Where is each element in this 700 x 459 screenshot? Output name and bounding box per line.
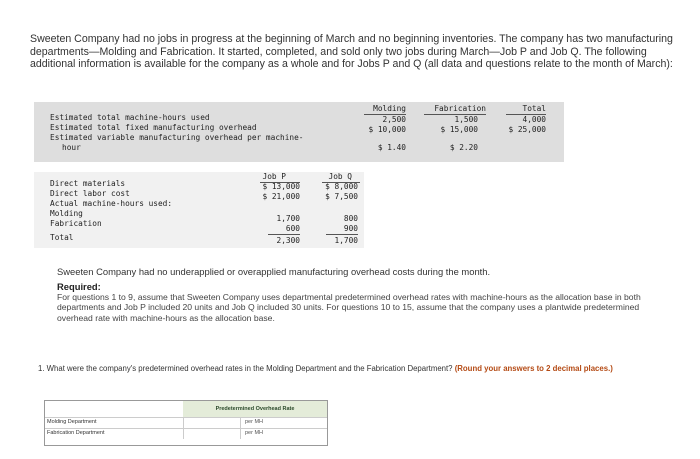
answer-unit: per MH (245, 430, 264, 436)
job-p-direct-labor: $ 21,000 (262, 192, 300, 201)
answer-row-label: Molding Department (47, 419, 97, 425)
header-job-p: Job P (262, 172, 286, 181)
fabrication-machine-hours: 1,500 (454, 115, 478, 124)
job-data-table (34, 172, 364, 248)
job-q-fabrication-hours: 900 (343, 224, 358, 233)
header-molding: Molding (373, 104, 406, 113)
label-machine-hours-used: Actual machine-hours used: (50, 199, 173, 208)
required-heading: Required: (57, 281, 101, 292)
row-label-variable-overhead: Estimated variable manufacturing overhead per machine- (50, 133, 304, 142)
total-machine-hours: 4,000 (522, 115, 546, 124)
job-p-direct-materials: $ 13,000 (262, 182, 300, 191)
molding-machine-hours: 2,500 (382, 115, 406, 124)
job-p-molding-hours: 1,700 (276, 214, 300, 223)
label-molding: Molding (50, 209, 83, 218)
job-q-molding-hours: 800 (343, 214, 358, 223)
fabrication-fixed-overhead: $ 15,000 (440, 125, 478, 134)
job-q-total-hours: 1,700 (334, 236, 358, 245)
molding-variable-rate: $ 1.40 (377, 143, 406, 152)
subtotal-rule (326, 234, 358, 235)
total-fixed-overhead: $ 25,000 (508, 125, 546, 134)
rounding-instruction: (Round your answers to 2 decimal places.) (454, 364, 613, 373)
job-q-direct-labor: $ 7,500 (325, 192, 358, 201)
molding-fixed-overhead: $ 10,000 (368, 125, 406, 134)
label-direct-materials: Direct materials (50, 179, 126, 188)
label-fabrication: Fabrication (50, 219, 102, 228)
header-job-q: Job Q (328, 172, 352, 181)
fabrication-variable-rate: $ 2.20 (449, 143, 478, 152)
answer-row-fabrication (45, 428, 327, 440)
question-1 (38, 364, 688, 374)
header-fabrication: Fabrication (434, 104, 486, 113)
job-q-direct-materials: $ 8,000 (325, 182, 358, 191)
answer-table (44, 400, 328, 446)
problem-intro: Sweeten Company had no jobs in progress at the beginning of March and no beginning inventories. The company has two manufacturing departments—Molding and Fabrication. It started, completed, and sold only two jobs during March—Job P and Job Q. The following additional information is available for the company as a whole and for Jobs P and Q (all data and questions relate to the month of March): (30, 33, 673, 71)
molding-rate-input[interactable] (183, 418, 241, 428)
required-instructions: For questions 1 to 9, assume that Sweeten Company uses departmental predetermined overhead rates with machine-hours as the allocation base in both departments and Job P included 20 units and Job Q included 30 units. For questions 10 to 15, assume that the company uses a plantwide predetermined overhead rate with machine-hours as the allocation base. (57, 292, 641, 323)
question-1-text: 1. What were the company's predetermined overhead rates in the Molding Department and the Fabrication Department? (38, 364, 453, 373)
row-label-variable-overhead-cont: hour (62, 143, 81, 152)
job-p-total-hours: 2,300 (276, 236, 300, 245)
fabrication-rate-input[interactable] (183, 429, 241, 439)
row-label-machine-hours: Estimated total machine-hours used (50, 113, 210, 122)
department-data-table (34, 102, 564, 162)
answer-row-label: Fabrication Department (47, 430, 105, 436)
answer-unit: per MH (245, 419, 264, 425)
answer-column-header: Predetermined Overhead Rate (183, 401, 327, 417)
header-total: Total (522, 104, 546, 113)
label-total: Total (50, 233, 74, 242)
row-label-fixed-overhead: Estimated total fixed manufacturing overhead (50, 123, 257, 132)
summary-statement: Sweeten Company had no underapplied or overapplied manufacturing overhead costs during the month. (57, 266, 491, 277)
subtotal-rule (268, 234, 300, 235)
label-direct-labor: Direct labor cost (50, 189, 130, 198)
job-p-fabrication-hours: 600 (285, 224, 300, 233)
